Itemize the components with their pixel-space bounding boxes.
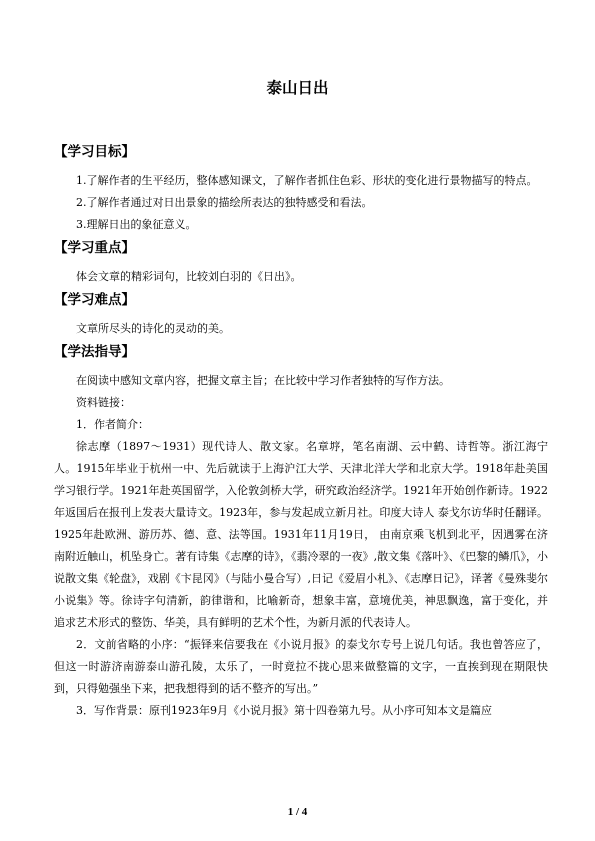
- paragraph: 文章所尽头的诗化的灵动的美。: [76, 322, 230, 335]
- paragraph: 徐志摩（1897～1931）现代诗人、散文家。名章垿，笔名南湖、云中鹤、诗哲等。浙江海宁人。1915年毕业于杭州一中、先后就读于上海沪江大学、天津北洋大学和北京大学。1918年赴美国学习银行学。1921年赴英国留学，入伦敦剑桥大学，研究政治经济学。1921年开始创作新诗。1922年返国后在报刊上发表大量诗文。1923年，参与发起成立新月社。印度大诗人 泰戈尔访华时任翻译。1925年赴欧洲、游历苏、德、意、法等国。1931年11月19日， 由南京乘飞机到北平，因遇雾在济南附近触山，机坠身亡。著有诗集《志摩的诗》，《翡冷翠的一夜》,散文集《落叶》、《巴黎的鳞爪》，小说散文集《轮盘》，戏剧《卞昆冈》（与陆小曼合写）,日记《爱眉小札》、《志摩日记》，译著《曼殊斐尔小说集》等。徐诗字句清新，韵律谐和，比喻新奇，想象丰富，意境优美，神思飘逸，富于变化，并追求艺术形式的整饬、华美，具有鲜明的艺术个性，为新月派的代表诗人。: [54, 440, 548, 629]
- section-difficulties: [54, 288, 548, 340]
- paragraph: 1．作者简介：: [76, 418, 149, 431]
- document-body: [54, 140, 548, 722]
- section-key-points: [54, 236, 548, 288]
- paragraph: 在阅读中感知文章内容，把握文章主旨；在比较中学习作者独特的写作方法。: [76, 374, 450, 387]
- paragraph: 2．文前省略的小序：“振铎来信要我在《小说月报》的泰戈尔专号上说几句话。我也曾答应了，但这一时游济南游泰山游孔陵，太乐了，一时竟拉不拢心思来做整篇的文字，一直挨到现在期限快到，只得勉强坐下来，把我想得到的话不整齐的写出。”: [54, 638, 548, 695]
- section-learning-objectives: [54, 140, 548, 236]
- section-heading: 【学习难点】: [54, 292, 135, 308]
- section-heading: 【学习重点】: [54, 240, 135, 256]
- page-number: 1 / 4: [287, 806, 308, 818]
- document-title: 泰山日出: [266, 79, 329, 97]
- paragraph: 体会文章的精彩词句，比较刘白羽的《日出》。: [76, 270, 302, 283]
- paragraph: 3．写作背景：原刊1923年9月《小说月报》第十四卷第九号。从小序可知本文是篇应: [76, 704, 492, 717]
- paragraph: 资料链接：: [76, 396, 131, 409]
- section-heading: 【学法指导】: [54, 344, 135, 360]
- paragraph: 1.了解作者的生平经历，整体感知课文，了解作者抓住色彩、形状的变化进行景物描写的特点。: [76, 174, 538, 187]
- paragraph: 2.了解作者通过对日出景象的描绘所表达的独特感受和看法。: [76, 196, 373, 209]
- section-heading: 【学习目标】: [54, 144, 135, 160]
- section-study-guidance: [54, 340, 548, 722]
- paragraph: 3.理解日出的象征意义。: [76, 218, 197, 231]
